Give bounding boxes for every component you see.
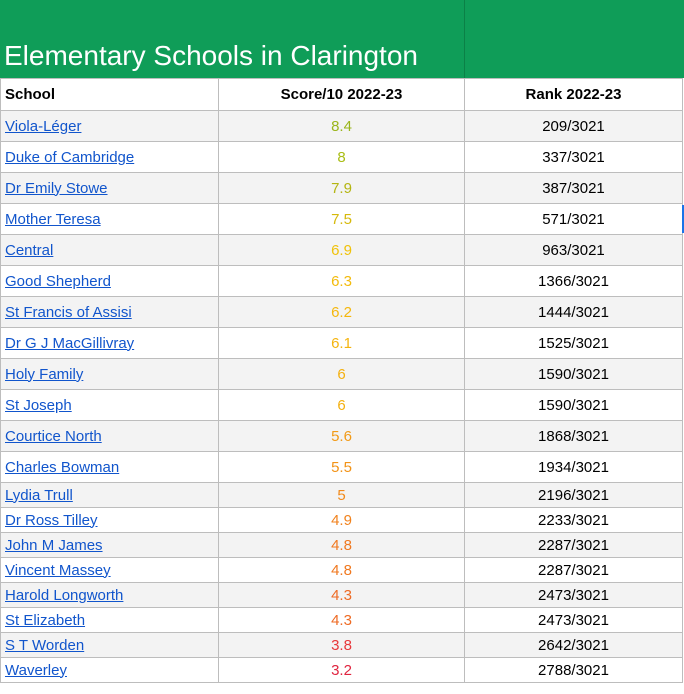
rank-cell[interactable]: 1934/3021	[465, 452, 683, 483]
school-cell[interactable]	[1, 483, 219, 508]
school-cell[interactable]	[1, 452, 219, 483]
table-row	[1, 508, 684, 533]
table-row	[1, 359, 684, 390]
school-link[interactable]: Dr Ross Tilley	[5, 511, 98, 529]
school-cell[interactable]	[1, 658, 219, 683]
school-link[interactable]: Vincent Massey	[5, 561, 111, 579]
score-cell[interactable]: 6.2	[219, 297, 465, 328]
sheet-title: Elementary Schools in Clarington	[4, 40, 418, 71]
rank-cell[interactable]: 2287/3021	[465, 533, 683, 558]
score-cell[interactable]: 6.3	[219, 266, 465, 297]
school-link[interactable]: Good Shepherd	[5, 272, 111, 290]
table-row	[1, 297, 684, 328]
table-row	[1, 633, 684, 658]
table-row	[1, 328, 684, 359]
school-cell[interactable]	[1, 421, 219, 452]
score-cell[interactable]: 4.3	[219, 583, 465, 608]
school-cell[interactable]	[1, 328, 219, 359]
school-link[interactable]: Dr G J MacGillivray	[5, 334, 135, 352]
score-cell[interactable]: 5.6	[219, 421, 465, 452]
title-banner[interactable]	[0, 0, 684, 78]
school-link[interactable]: St Joseph	[5, 396, 72, 414]
table-row	[1, 142, 684, 173]
score-cell[interactable]: 8	[219, 142, 465, 173]
rank-cell[interactable]: 571/3021	[465, 204, 683, 235]
header-score[interactable]: Score/10 2022-23	[219, 79, 465, 111]
score-cell[interactable]: 6.9	[219, 235, 465, 266]
score-cell[interactable]: 4.8	[219, 533, 465, 558]
table-row	[1, 111, 684, 142]
rank-cell[interactable]: 2233/3021	[465, 508, 683, 533]
score-cell[interactable]: 5	[219, 483, 465, 508]
rank-cell[interactable]: 1590/3021	[465, 359, 683, 390]
header-row	[1, 79, 684, 111]
school-link[interactable]: St Francis of Assisi	[5, 303, 132, 321]
school-link[interactable]: Courtice North	[5, 427, 102, 445]
rank-cell[interactable]: 2788/3021	[465, 658, 683, 683]
rank-cell[interactable]: 2196/3021	[465, 483, 683, 508]
school-cell[interactable]	[1, 142, 219, 173]
score-cell[interactable]: 6	[219, 390, 465, 421]
school-cell[interactable]	[1, 583, 219, 608]
score-cell[interactable]: 4.8	[219, 558, 465, 583]
table-row	[1, 452, 684, 483]
school-cell[interactable]	[1, 508, 219, 533]
school-cell[interactable]	[1, 235, 219, 266]
rank-cell[interactable]: 209/3021	[465, 111, 683, 142]
rank-cell[interactable]: 2473/3021	[465, 583, 683, 608]
rank-cell[interactable]: 337/3021	[465, 142, 683, 173]
rank-cell[interactable]: 2473/3021	[465, 608, 683, 633]
table-row	[1, 266, 684, 297]
school-link[interactable]: Central	[5, 241, 54, 259]
rank-cell[interactable]: 963/3021	[465, 235, 683, 266]
score-cell[interactable]: 3.2	[219, 658, 465, 683]
table-row	[1, 173, 684, 204]
schools-table	[0, 78, 684, 683]
rank-cell[interactable]: 1444/3021	[465, 297, 683, 328]
school-cell[interactable]	[1, 173, 219, 204]
score-cell[interactable]: 7.9	[219, 173, 465, 204]
school-link[interactable]: Holy Family	[5, 365, 84, 383]
school-cell[interactable]	[1, 558, 219, 583]
rank-cell[interactable]: 1366/3021	[465, 266, 683, 297]
rank-cell[interactable]: 2287/3021	[465, 558, 683, 583]
table-row	[1, 235, 684, 266]
school-cell[interactable]	[1, 359, 219, 390]
school-link[interactable]: S T Worden	[5, 636, 85, 654]
header-school[interactable]: School	[1, 79, 219, 111]
school-cell[interactable]	[1, 608, 219, 633]
rank-cell[interactable]: 1868/3021	[465, 421, 683, 452]
school-link[interactable]: Duke of Cambridge	[5, 148, 135, 166]
rank-cell[interactable]: 387/3021	[465, 173, 683, 204]
score-cell[interactable]: 7.5	[219, 204, 465, 235]
table-row	[1, 421, 684, 452]
school-cell[interactable]	[1, 533, 219, 558]
table-row	[1, 483, 684, 508]
school-cell[interactable]	[1, 390, 219, 421]
score-cell[interactable]: 4.3	[219, 608, 465, 633]
table-row	[1, 658, 684, 683]
school-cell[interactable]	[1, 633, 219, 658]
rank-cell[interactable]: 2642/3021	[465, 633, 683, 658]
school-link[interactable]: Viola-Léger	[5, 117, 82, 135]
score-cell[interactable]: 6	[219, 359, 465, 390]
school-link[interactable]: John M James	[5, 536, 103, 554]
school-cell[interactable]	[1, 266, 219, 297]
school-link[interactable]: Dr Emily Stowe	[5, 179, 108, 197]
header-rank[interactable]: Rank 2022-23	[465, 79, 683, 111]
table-row	[1, 204, 684, 235]
score-cell[interactable]: 5.5	[219, 452, 465, 483]
table-row	[1, 608, 684, 633]
school-cell[interactable]	[1, 111, 219, 142]
score-cell[interactable]: 8.4	[219, 111, 465, 142]
score-cell[interactable]: 3.8	[219, 633, 465, 658]
school-link[interactable]: St Elizabeth	[5, 611, 86, 629]
table-row	[1, 583, 684, 608]
school-link[interactable]: Mother Teresa	[5, 210, 101, 228]
school-link[interactable]: Harold Longworth	[5, 586, 124, 604]
school-link[interactable]: Lydia Trull	[5, 486, 73, 504]
table-row	[1, 533, 684, 558]
school-cell[interactable]	[1, 297, 219, 328]
score-cell[interactable]: 6.1	[219, 328, 465, 359]
rank-cell[interactable]: 1525/3021	[465, 328, 683, 359]
gridline	[464, 0, 465, 78]
school-cell[interactable]	[1, 204, 219, 235]
table-row	[1, 558, 684, 583]
school-link[interactable]: Charles Bowman	[5, 458, 120, 476]
score-cell[interactable]: 4.9	[219, 508, 465, 533]
table-row	[1, 390, 684, 421]
school-link[interactable]: Waverley	[5, 661, 67, 679]
rank-cell[interactable]: 1590/3021	[465, 390, 683, 421]
